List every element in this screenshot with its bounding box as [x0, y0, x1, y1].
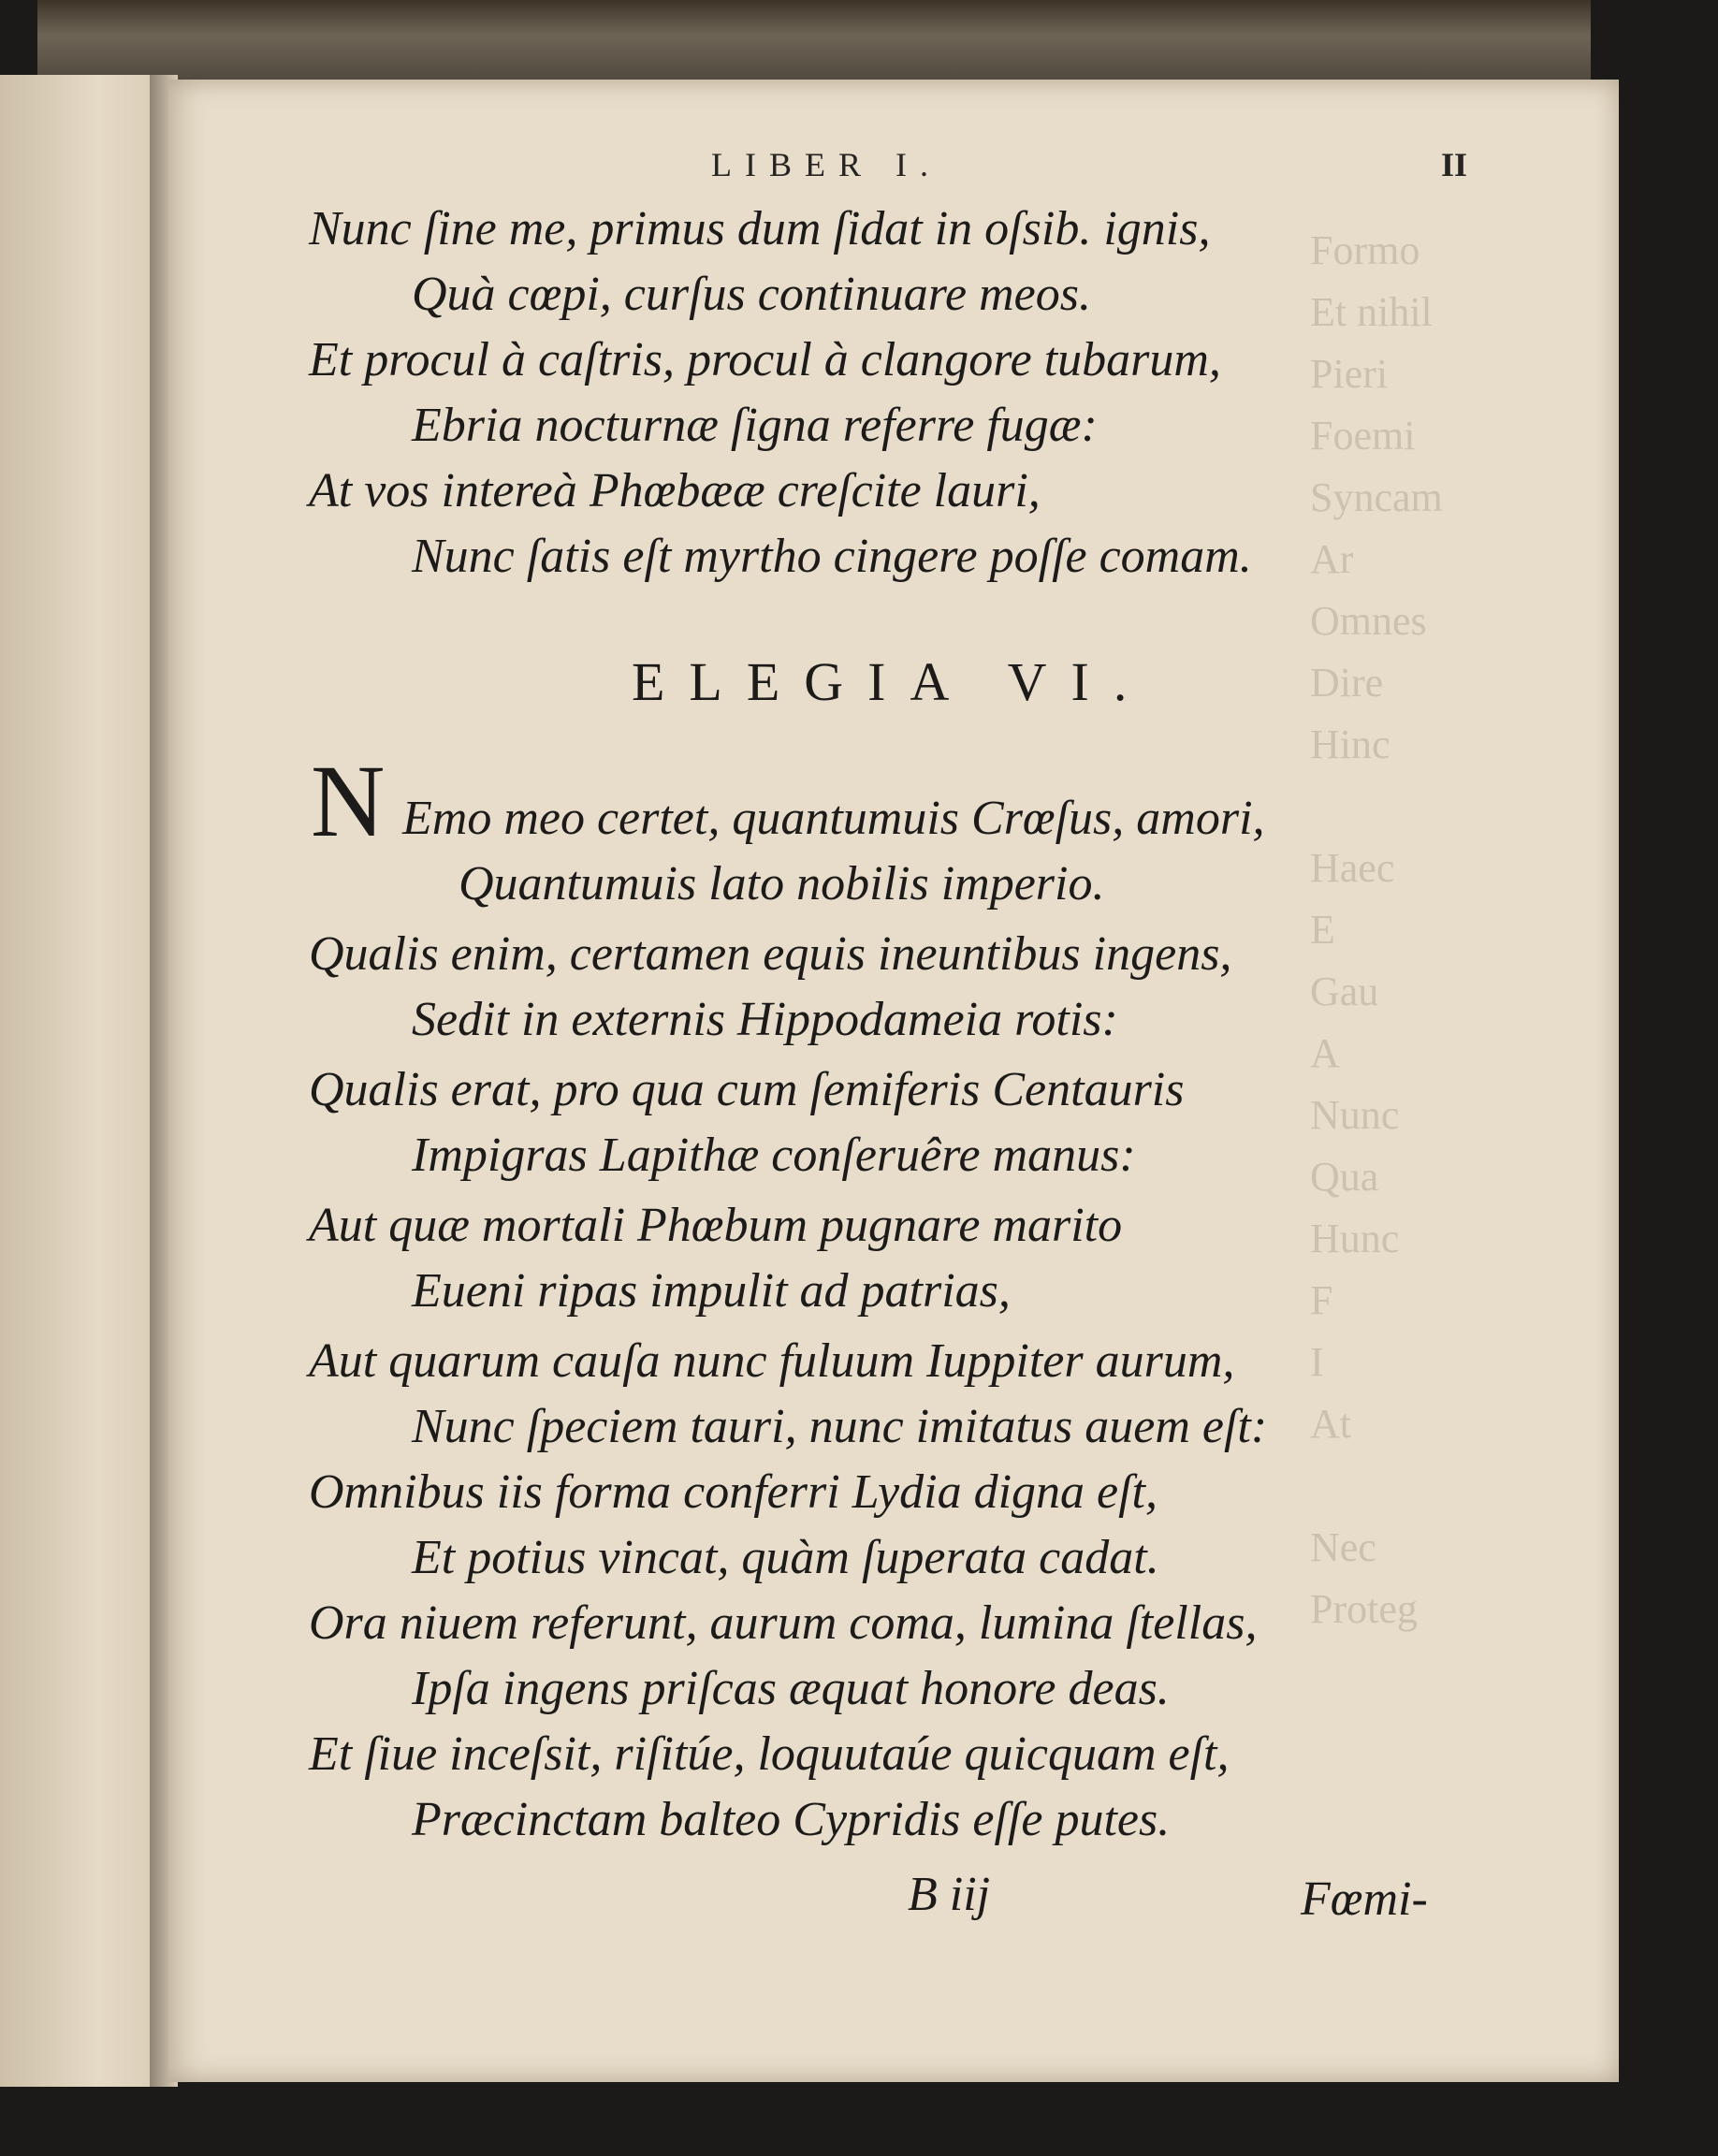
verse-line: Aut quæ mortali Phœbum pugnare marito: [309, 1199, 1123, 1252]
verse-line: Nunc ſine me, primus dum ſidat in oſsib. ignis,: [309, 202, 1211, 255]
verse-line: Præcinctam balteo Cypridis eſſe putes.: [412, 1793, 1171, 1846]
book-page: [168, 80, 1619, 2082]
elegy-title: ELEGIA VI.: [632, 651, 1152, 712]
verse-line: Quantumuis lato nobilis imperio.: [459, 857, 1105, 910]
verse-line: Et ſiue inceſsit, riſitúe, loquutaúe quicquam eſt,: [309, 1727, 1230, 1781]
verse-line: Qualis enim, certamen equis ineuntibus ingens,: [309, 927, 1232, 981]
verse-line: Omnibus iis forma conferri Lydia digna eſt,: [309, 1465, 1158, 1519]
verse-line: Eueni ripas impulit ad patrias,: [412, 1264, 1011, 1318]
catchword: Fœmi-: [1301, 1872, 1428, 1926]
verse-line: Qualis erat, pro qua cum ſemiferis Centauris: [309, 1063, 1185, 1116]
verse-line: Sedit in externis Hippodameia rotis:: [412, 993, 1118, 1046]
book-top-edge: [37, 0, 1591, 89]
verse-line: Emo meo certet, quantumuis Crœſus, amori,: [402, 792, 1265, 845]
drop-cap: N: [311, 744, 386, 858]
verse-line: Ipſa ingens priſcas æquat honore deas.: [412, 1662, 1170, 1715]
verse-line: Nunc ſatis eſt myrtho cingere poſſe comam.: [412, 530, 1252, 583]
verse-line: Impigras Lapithæ conſeruêre manus:: [412, 1129, 1136, 1182]
page-number: II: [1441, 146, 1468, 183]
verse-line: Ebria nocturnæ ſigna referre fugæ:: [412, 399, 1098, 452]
verse-line: Quà cœpi, curſus continuare meos.: [412, 268, 1091, 321]
running-head: LIBER I.: [711, 146, 941, 183]
verse-line: Et procul à caſtris, procul à clangore tubarum,: [309, 333, 1221, 386]
verse-line: Nunc ſpeciem tauri, nunc imitatus auem eſt:: [412, 1400, 1268, 1453]
verse-line: At vos intereà Phœbææ creſcite lauri,: [309, 464, 1041, 517]
verse-line: Ora niuem referunt, aurum coma, lumina ſtellas,: [309, 1596, 1258, 1650]
signature-mark: B iij: [908, 1868, 991, 1921]
verse-line: Aut quarum cauſa nunc fuluum Iuppiter aurum,: [309, 1334, 1235, 1388]
show-through-text: Formo Et nihil Pieri Foemi Syncam Ar Omnes Dire Hinc Haec E Gau A Nunc Qua Hunc F I At Nec Proteg: [1310, 227, 1443, 1632]
verse-line: Et potius vincat, quàm ſuperata cadat.: [412, 1531, 1159, 1584]
left-page-edge: [0, 75, 164, 2087]
